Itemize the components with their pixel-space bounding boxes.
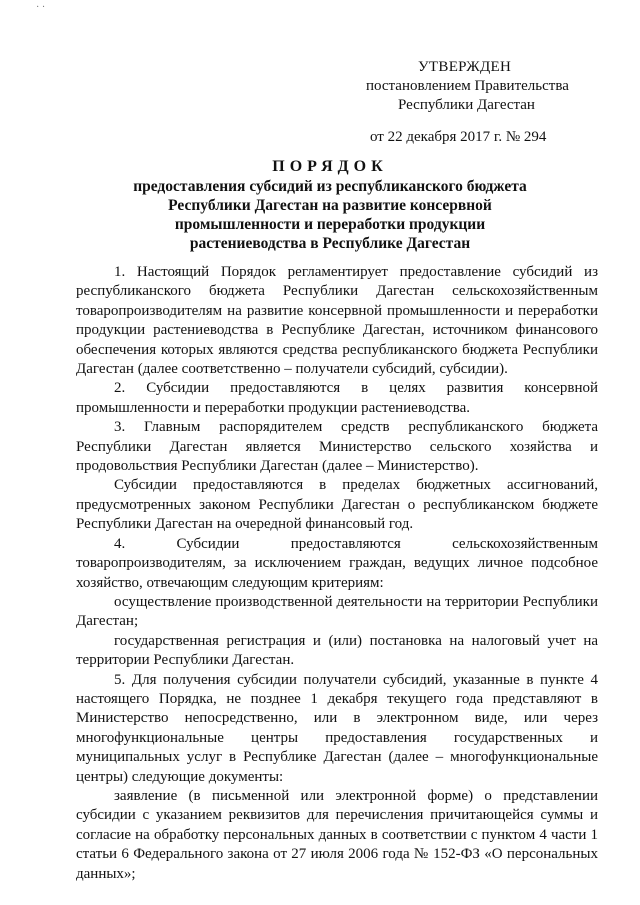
approval-title: УТВЕРЖДЕН bbox=[418, 59, 512, 75]
document-body bbox=[76, 263, 598, 884]
subtitle-line: Республики Дагестан на развитие консервной bbox=[168, 197, 492, 214]
document-title: ПОРЯДОК bbox=[272, 158, 388, 175]
paragraph: заявление (в письменной или электронной форме) о представлении субсидии с указанием реквизитов для перечисления причитающейся суммы и согласие на обработку персональных данных в соответствии с пунктом 4 части 1 статьи 6 Федерального закона от 27 июля 2006 года № 152-ФЗ «О персональных данных»; bbox=[76, 787, 598, 882]
subtitle-line: растениеводства в Республике Дагестан bbox=[189, 235, 471, 252]
paragraph: 1. Настоящий Порядок регламентирует предоставление субсидий из республиканского бюджета Республики Дагестан сельскохозяйственным товаропроизводителям на развитие консервной промышленности и переработки продукции растениеводства в Республике Дагестан, источником финансового обеспечения которых являются средства республиканского бюджета Республики Дагестан (далее соответственно – получатели субсидий, субсидии). bbox=[76, 264, 598, 378]
approval-line-republic: Республики Дагестан bbox=[398, 97, 535, 113]
paragraph: 2. Субсидии предоставляются в целях развития консервной промышленности и переработки продукции растениеводства. bbox=[76, 380, 598, 416]
subtitle-line: предоставления субсидий из республиканского бюджета bbox=[133, 178, 527, 195]
paragraph: 3. Главным распорядителем средств республиканского бюджета Республики Дагестан является Министерство сельского хозяйства и продовольствия Республики Дагестан (далее – Министерство). bbox=[76, 419, 598, 475]
approval-line-date: от 22 декабря 2017 г. № 294 bbox=[370, 129, 547, 145]
approval-block bbox=[360, 58, 610, 147]
scan-mark: · · bbox=[36, 2, 46, 13]
subtitle-line: промышленности и переработки продукции bbox=[174, 216, 486, 233]
paragraph: осуществление производственной деятельности на территории Республики Дагестан; bbox=[76, 593, 598, 630]
paragraph: Субсидии предоставляются в пределах бюджетных ассигнований, предусмотренных законом Республики Дагестан о республиканском бюджете Республики Дагестан на очередной финансовый год. bbox=[76, 477, 598, 533]
approval-line-resolution: постановлением Правительства bbox=[366, 78, 569, 94]
paragraph: 4. Субсидии предоставляются сельскохозяйственным товаропроизводителям, за исключением граждан, ведущих личное подсобное хозяйство, отвечающим следующим критериям: bbox=[76, 535, 598, 591]
paragraph: 5. Для получения субсидии получатели субсидий, указанные в пункте 4 настоящего Порядка, не позднее 1 декабря текущего года представляют в Министерство непосредственно, или в электронном виде, или через многофункциональные центры предоставления государственных и муниципальных услуг в Республике Дагестан (далее – многофункциональные центры) следующие документы: bbox=[76, 671, 598, 785]
paragraph: государственная регистрация и (или) постановка на налоговый учет на территории Республики Дагестан. bbox=[76, 632, 598, 669]
document-heading bbox=[60, 157, 600, 253]
